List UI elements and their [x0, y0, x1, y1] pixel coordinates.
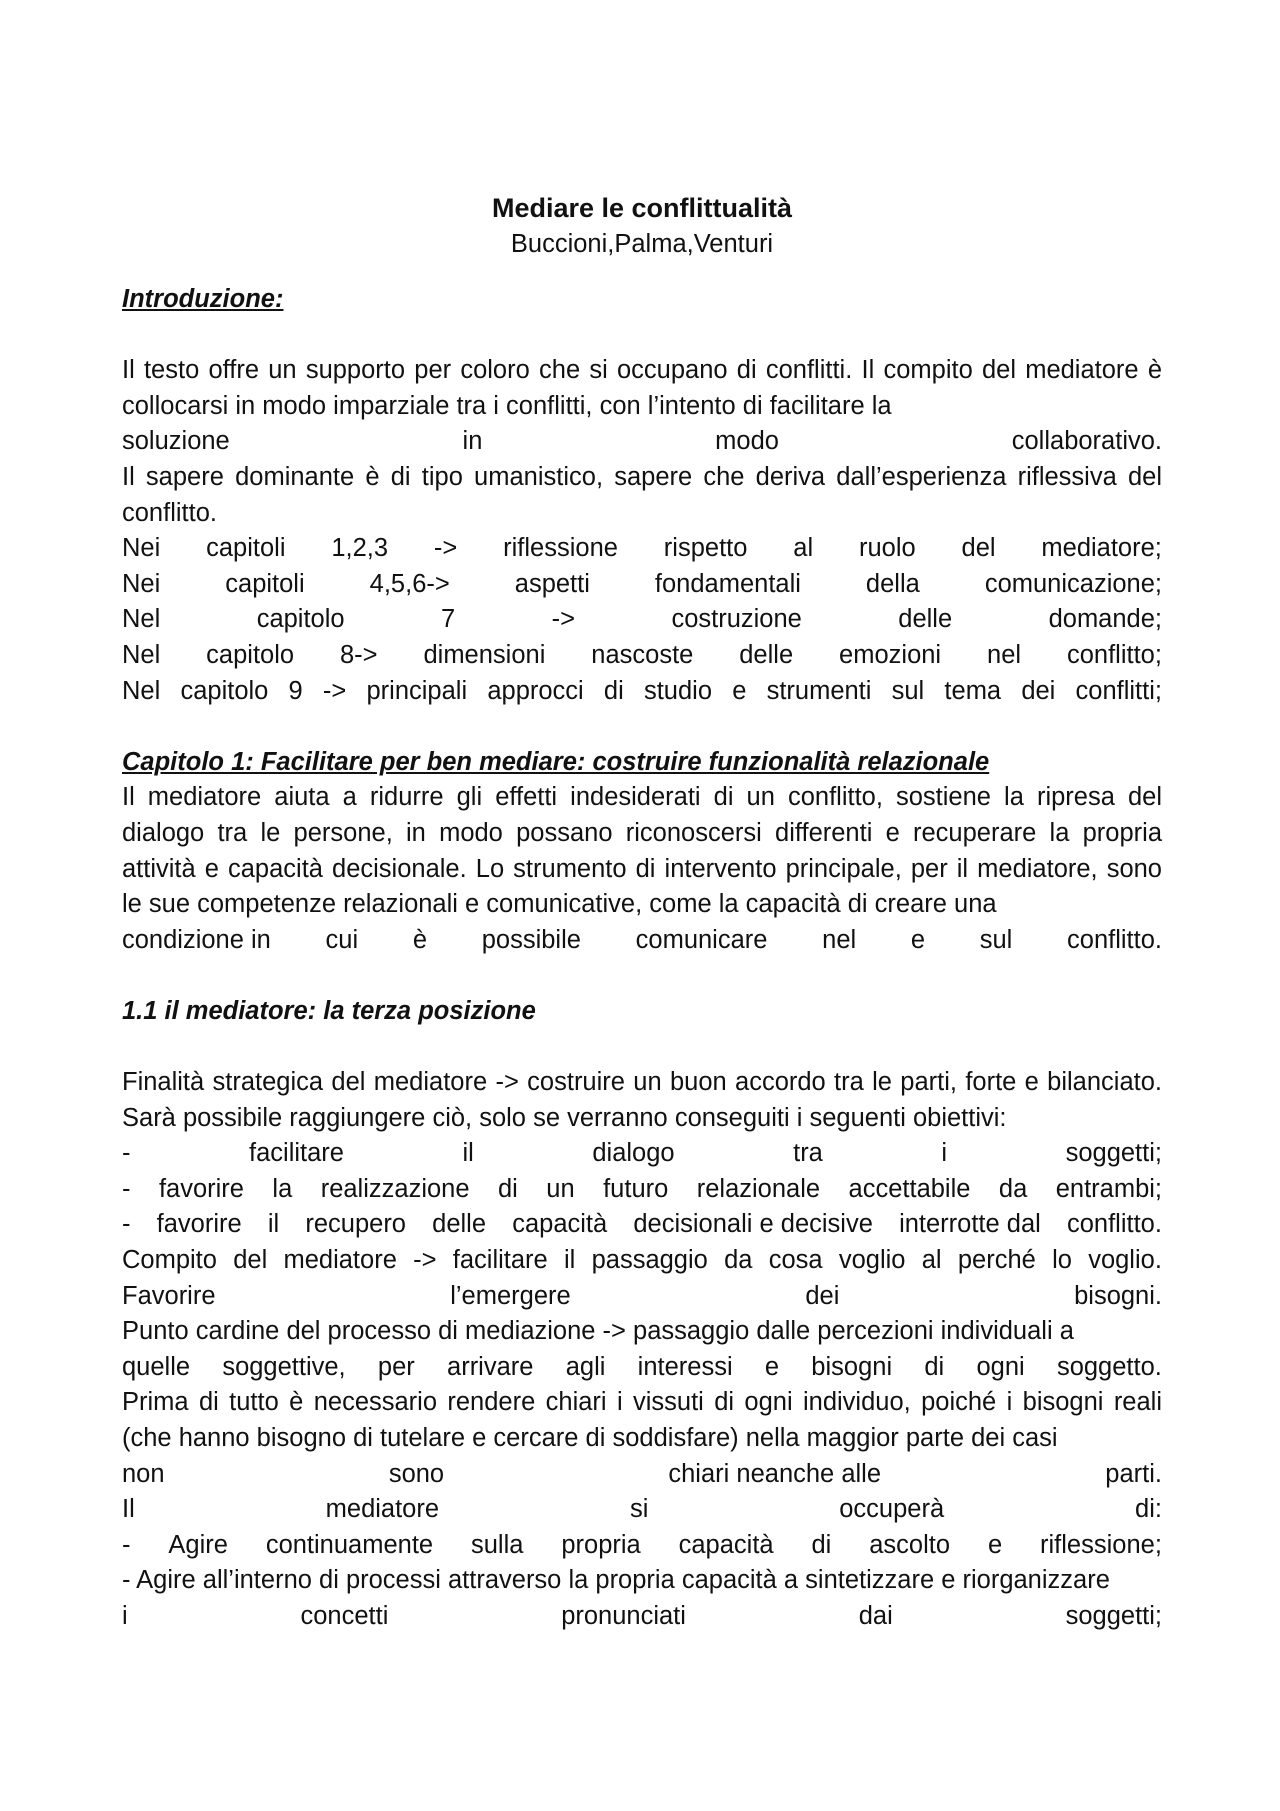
word: strumenti	[766, 676, 872, 705]
word: 4,5,6->	[369, 569, 450, 598]
word: soluzione	[122, 427, 230, 456]
word: Favorire	[122, 1281, 216, 1310]
word: collaborativo.	[1011, 427, 1162, 456]
section11-paragraph: Finalità strategica del mediatore -> costruire un buon accordo tra le parti, forte e bilanciato. Sarà possibile raggiungere ciò, solo se verranno conseguiti i seguenti obiettivi:	[122, 1068, 1162, 1132]
word: di	[603, 676, 624, 705]
intro-paragraph: Il testo offre un supporto per coloro che si occupano di conflitti. Il compito del mediatore è collocarsi in modo imparziale tra i conflitti, con l’intento di facilitare la	[122, 356, 1162, 420]
word: chiari neanche alle	[668, 1459, 882, 1488]
word: capacità	[512, 1210, 608, 1239]
word: soggetti;	[1065, 1139, 1162, 1168]
word: delle	[739, 640, 794, 669]
word: occuperà	[839, 1495, 945, 1524]
word: studio	[643, 676, 712, 705]
word: della	[865, 569, 920, 598]
word: e	[764, 1352, 780, 1381]
word: possibile	[481, 925, 581, 954]
word: costruzione	[671, 605, 802, 634]
objective-item	[122, 1207, 1162, 1243]
word: futuro	[603, 1174, 669, 1203]
word: realizzazione	[320, 1174, 470, 1203]
word: da	[724, 1246, 753, 1275]
word: voglio	[838, 1246, 906, 1275]
word: 1,2,3	[331, 534, 389, 563]
prima-paragraph: Prima di tutto è necessario rendere chiari i vissuti di ogni individuo, poiché i bisogni reali (che hanno bisogno di tutelare e cercare di soddisfare) nella maggior parte dei casi	[122, 1388, 1162, 1452]
word: interrotte dal	[899, 1210, 1041, 1239]
punto-paragraph: Punto cardine del processo di mediazione -> passaggio dalle percezioni individuali a	[122, 1317, 1074, 1346]
word: sul	[979, 925, 1013, 954]
intro-justified-line	[122, 424, 1162, 460]
word: -	[122, 1210, 131, 1239]
word: e	[732, 676, 747, 705]
word: quelle	[122, 1352, 191, 1381]
word: non	[122, 1459, 165, 1488]
section11-heading: 1.1 il mediatore: la terza posizione	[122, 996, 536, 1025]
word: capitoli	[206, 534, 286, 563]
word: condizione in	[122, 925, 271, 954]
word: sul	[891, 676, 925, 705]
chapters-list-item	[122, 674, 1162, 710]
word: entrambi;	[1055, 1174, 1162, 1203]
chapter1-heading: Capitolo 1: Facilitare per ben mediare: costruire funzionalità relazionale	[122, 747, 990, 776]
word: i	[941, 1139, 948, 1168]
word: rispetto	[663, 534, 748, 563]
word: relazionale	[696, 1174, 821, 1203]
word: il	[462, 1139, 474, 1168]
chapters-list-item	[122, 531, 1162, 567]
word: Compito	[122, 1246, 217, 1275]
word: dai	[858, 1601, 893, 1630]
word: ->	[551, 605, 576, 634]
word: ogni	[976, 1352, 1025, 1381]
mediatore-line	[122, 1492, 1162, 1528]
word: in	[462, 427, 483, 456]
word: del	[233, 1246, 268, 1275]
word: conflitto;	[1066, 640, 1162, 669]
word: di	[811, 1530, 832, 1559]
word: pronunciati	[561, 1601, 686, 1630]
punto-justified-line	[122, 1350, 1162, 1386]
word: 9	[288, 676, 303, 705]
word: principali	[366, 676, 468, 705]
word: favorire	[156, 1210, 242, 1239]
word: nel	[822, 925, 857, 954]
word: l’emergere	[450, 1281, 571, 1310]
word: e	[987, 1530, 1003, 1559]
word: ->	[413, 1246, 437, 1275]
chapters-list-item	[122, 638, 1162, 674]
document-title: Mediare le conflittualità	[491, 193, 793, 223]
chapters-list-item	[122, 602, 1162, 638]
agire-paragraph: - Agire all’interno di processi attraverso la propria capacità a sintetizzare e riorganizzare	[122, 1566, 1110, 1595]
word: conflitto.	[1067, 925, 1162, 954]
word: agli	[565, 1352, 606, 1381]
word: fondamentali	[654, 569, 801, 598]
word: tema	[944, 676, 1002, 705]
word: tra	[793, 1139, 823, 1168]
word: bisogni.	[1074, 1281, 1162, 1310]
word: di	[924, 1352, 945, 1381]
word: dei	[805, 1281, 840, 1310]
word: Agire	[168, 1530, 228, 1559]
objective-item	[122, 1136, 1162, 1172]
word: dimensioni	[423, 640, 546, 669]
word: capitolo	[256, 605, 345, 634]
word: capitolo	[180, 676, 269, 705]
word: lo	[1052, 1246, 1072, 1275]
word: voglio.	[1088, 1246, 1162, 1275]
document-body	[122, 190, 1162, 1635]
prima-justified-line	[122, 1457, 1162, 1493]
word: il	[563, 1246, 576, 1275]
word: capitolo	[206, 640, 295, 669]
word: -	[122, 1530, 131, 1559]
word: ->	[433, 534, 458, 563]
word: domande;	[1048, 605, 1162, 634]
word: modo	[715, 427, 779, 456]
word: di:	[1135, 1495, 1162, 1524]
word: accettabile	[848, 1174, 971, 1203]
word: si	[629, 1495, 649, 1524]
chapter1-paragraph: Il mediatore aiuta a ridurre gli effetti indesiderati di un conflitto, sostiene la ripresa del dialogo tra le persone, in modo possano riconoscersi differenti e recuperare la propria attività e capacità decisionale. Lo strumento di intervento principale, per il mediatore, sono le sue competenze relazionali e comunicative, come la capacità di creare una	[122, 783, 1162, 919]
word: facilitare	[249, 1139, 344, 1168]
word: nel	[987, 640, 1022, 669]
word: concetti	[300, 1601, 389, 1630]
word: comunicazione;	[984, 569, 1162, 598]
word: propria	[561, 1530, 641, 1559]
objective-item	[122, 1172, 1162, 1208]
word: mediatore	[325, 1495, 440, 1524]
document-authors: Buccioni,Palma,Venturi	[510, 230, 774, 258]
word: emozioni	[839, 640, 942, 669]
word: soggettive,	[222, 1352, 346, 1381]
word: comunicare	[635, 925, 768, 954]
word: soggetto.	[1056, 1352, 1162, 1381]
word: di	[497, 1174, 518, 1203]
word: dialogo	[592, 1139, 675, 1168]
word: Nel	[122, 605, 161, 634]
word: ascolto	[869, 1530, 951, 1559]
word: è	[412, 925, 428, 954]
word: Il	[122, 1495, 135, 1524]
word: mediatore;	[1041, 534, 1162, 563]
word: e	[910, 925, 926, 954]
word: capitoli	[225, 569, 305, 598]
word: aspetti	[514, 569, 590, 598]
word: delle	[898, 605, 953, 634]
word: cui	[325, 925, 359, 954]
word: da	[998, 1174, 1028, 1203]
word: facilitare	[452, 1246, 548, 1275]
word: arrivare	[447, 1352, 534, 1381]
word: sulla	[471, 1530, 524, 1559]
word: 7	[441, 605, 456, 634]
word: capacità	[678, 1530, 774, 1559]
word: delle	[432, 1210, 487, 1239]
word: -	[122, 1174, 131, 1203]
word: ->	[322, 676, 347, 705]
chapter1-justified-line	[122, 923, 1162, 959]
word: Nel	[122, 676, 161, 705]
word: sono	[388, 1459, 445, 1488]
intro-sapere: Il sapere dominante è di tipo umanistico, sapere che deriva dall’esperienza riflessiva del conflitto.	[122, 462, 1162, 527]
word: interessi	[637, 1352, 733, 1381]
favorire-line	[122, 1279, 1162, 1315]
word: Nei	[122, 534, 161, 563]
word: al	[921, 1246, 942, 1275]
word: -	[122, 1139, 131, 1168]
word: un	[546, 1174, 575, 1203]
word: recupero	[305, 1210, 406, 1239]
word: la	[272, 1174, 293, 1203]
word: dei	[1021, 676, 1056, 705]
word: continuamente	[265, 1530, 434, 1559]
word: soggetti;	[1065, 1601, 1162, 1630]
word: approcci	[487, 676, 584, 705]
agire-justified-line	[122, 1599, 1162, 1635]
word: al	[793, 534, 814, 563]
word: favorire	[158, 1174, 244, 1203]
word: per	[377, 1352, 415, 1381]
word: Nei	[122, 569, 161, 598]
word: il	[267, 1210, 280, 1239]
word: perché	[957, 1246, 1036, 1275]
intro-heading: Introduzione:	[122, 285, 284, 313]
word: riflessione	[503, 534, 618, 563]
word: 8->	[339, 640, 378, 669]
word: mediatore	[283, 1246, 397, 1275]
word: cosa	[768, 1246, 823, 1275]
chapters-list-item	[122, 567, 1162, 603]
word: decisionali e decisive	[633, 1210, 873, 1239]
word: conflitti;	[1075, 676, 1162, 705]
compito-line	[122, 1243, 1162, 1279]
word: nascoste	[591, 640, 694, 669]
word: passaggio	[591, 1246, 708, 1275]
word: conflitto.	[1066, 1210, 1162, 1239]
word: bisogni	[811, 1352, 893, 1381]
agire-line	[122, 1528, 1162, 1564]
word: i	[122, 1601, 128, 1630]
word: Nel	[122, 640, 161, 669]
word: riflessione;	[1040, 1530, 1162, 1559]
word: del	[961, 534, 996, 563]
word: parti.	[1105, 1459, 1162, 1488]
word: ruolo	[858, 534, 916, 563]
